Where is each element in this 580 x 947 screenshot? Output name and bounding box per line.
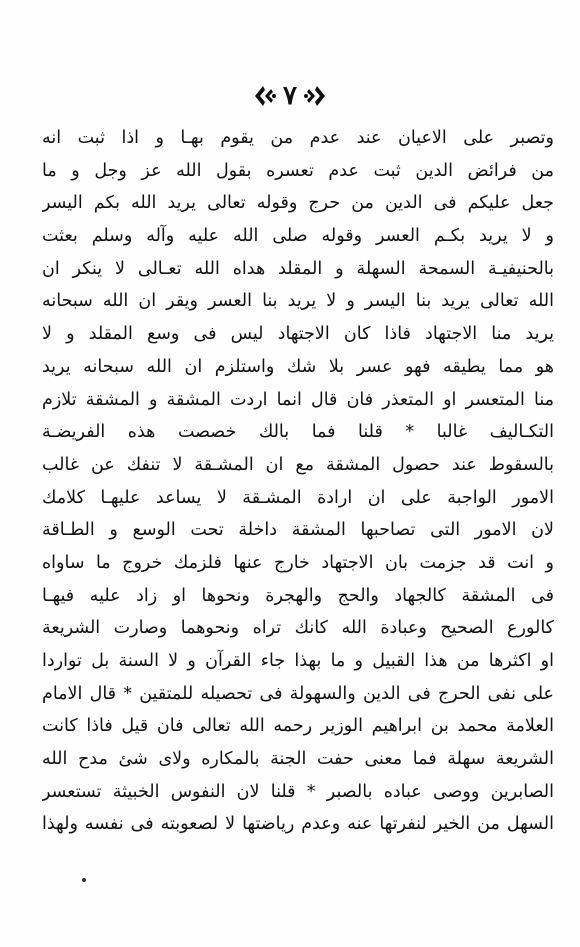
page-number: ٧ xyxy=(283,81,297,111)
text-line: او اكثرها من هذا القبيل و ما بهذا جاء القرآن و لا السنة بل تواردا xyxy=(42,651,554,671)
text-line: كالورع الصحيح وعبادة الله كانك تراه ونحوهما وصارت الشريعة xyxy=(42,618,554,639)
text-line: على نفى الحرج فى الدين والسهولة فى تحصيله للمتقين * قال الامام xyxy=(42,683,554,704)
text-line: الله تعالى يريد بنا اليسر و لا يريد بنا العسر ويقر ان الله سبحانه xyxy=(42,291,554,312)
text-line: يريد منا الاجتهاد فاذا كان الاجتهاد ليس فى وسع المقلد و لا xyxy=(42,324,554,345)
text-line: هو مما يطيقه فهو عسر بلا شك واستلزم ان الله سبحانه يريد xyxy=(42,356,554,377)
page-header xyxy=(0,82,580,118)
left-ornament-icon xyxy=(303,82,329,110)
text-line: وتصبر على الاعيان عند عدم من يقوم بهـا و اذا ثبت انه xyxy=(42,128,554,148)
text-line: الشريعة سهلة فما معنى حفت الجنة بالمكاره ولاى شئ مدح الله xyxy=(42,749,554,770)
text-line: فى المشقة كالجهاد والحج والهجرة ونحوها او زاد عليه فيهـا xyxy=(42,585,554,606)
text-line: بالحنيفيـة السمحة السهلة و المقلد هداه الله تعـالى لا ينكر ان xyxy=(42,258,554,279)
text-line: السهل من الخير لنفرتها عنه وعدم رياضتها لا لصعوبته فى نفسه ولهذا xyxy=(42,814,554,835)
right-ornament-icon xyxy=(251,82,277,110)
text-line: منا المتعسر او المتعذر فان قال انما اردت المشقة و المشقة تلازم xyxy=(42,389,554,410)
text-line: من فرائض الدين ثبت عدم تعسره بقول الله عز وجل و ما xyxy=(42,160,554,181)
text-line: جعل عليكم فى الدين من حرج وقوله تعالى يريد الله بكم اليسر xyxy=(42,193,554,214)
text-line: التكـاليف غالبا * قلنا فما بالك خصصت هذه الفريضـة xyxy=(42,422,554,443)
text-line: بالسقوط عند حصول المشقة مع ان المشـقة لا تنفك عن غالب xyxy=(42,454,554,475)
body-text xyxy=(42,122,554,841)
text-line: الامور الواجبة على ان ارادة المشـقة لا يساعد عليهـا كلامك xyxy=(42,487,554,508)
text-line: لان الامور التى تصاحبها المشقة داخلة تحت الوسع و الطـاقة xyxy=(42,520,554,541)
ink-speck xyxy=(82,878,86,882)
text-line: الصابرين ووصى عباده بالصبر * قلنا لان النفوس الخبيثة تستعسر xyxy=(42,781,554,802)
text-line: و انت قد جزمت بان الاجتهاد خارج عنها فلزمك خروج ما ساواه xyxy=(42,552,554,573)
text-line: العلامة محمد بن ابراهيم الوزير رحمه الله تعالى فان قيل فاذا كانت xyxy=(42,716,554,737)
text-line: و لا يريد بكـم العسر وقوله صلى الله عليه وآله وسلم بعثت xyxy=(42,226,554,247)
